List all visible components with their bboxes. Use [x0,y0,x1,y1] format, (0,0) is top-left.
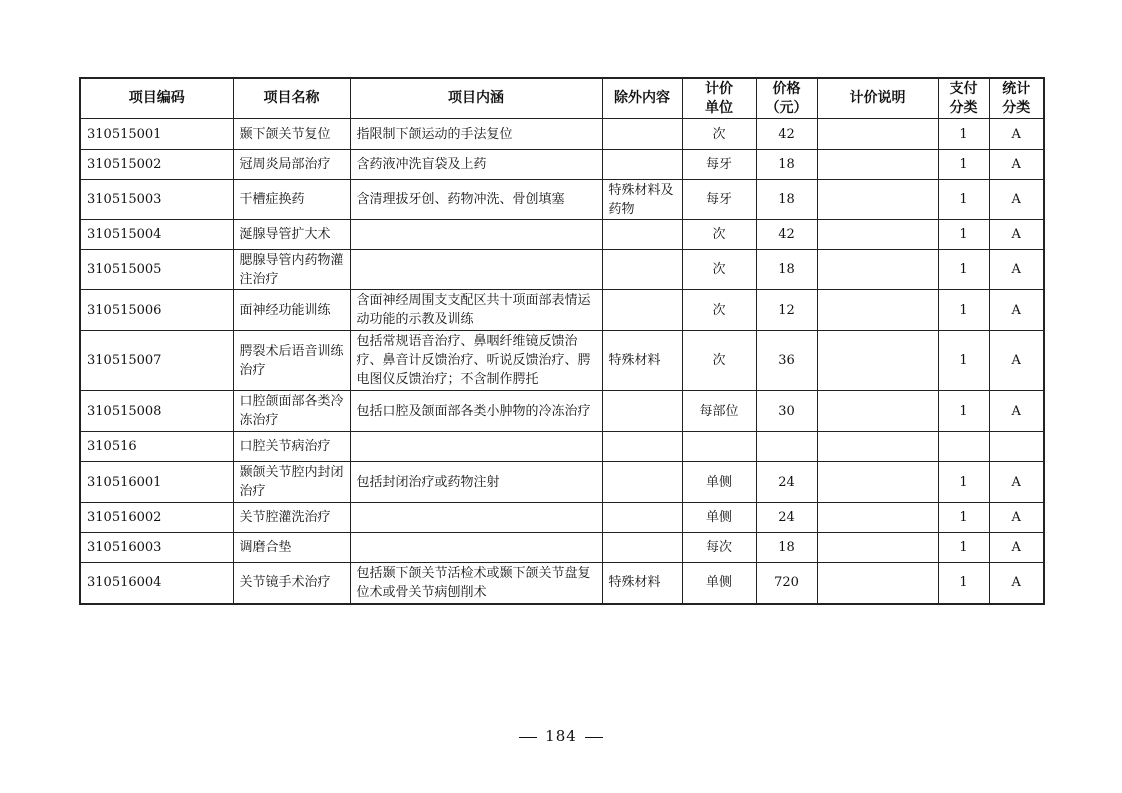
table-row [80,290,1044,331]
header-stat-line2: 分类 [1002,99,1031,116]
cell-excluded: 特殊材料及药物 [602,180,682,220]
cell-code: 310516001 [80,462,233,503]
cell-unit: 次 [682,290,756,331]
cell-unit [682,432,756,462]
table-row [80,220,1044,250]
cell-code: 310516003 [80,533,233,563]
cell-pay: 1 [938,503,989,533]
cell-pay: 1 [938,180,989,220]
cell-excluded [602,290,682,331]
cell-unit: 次 [682,250,756,290]
page-number-value: 184 [545,727,577,745]
header-stat [989,78,1044,119]
header-name: 项目名称 [233,78,350,119]
cell-note [817,119,938,150]
cell-note [817,250,938,290]
table-row [80,250,1044,290]
fee-table [79,77,1045,605]
page-number-dash-right [585,737,603,738]
table-row [80,462,1044,503]
cell-stat: A [989,331,1044,391]
cell-pay: 1 [938,331,989,391]
cell-content: 含药液冲洗盲袋及上药 [350,150,602,180]
cell-unit: 每部位 [682,391,756,432]
cell-excluded [602,503,682,533]
page-number [0,727,1122,745]
cell-name: 关节镜手术治疗 [233,563,350,604]
cell-unit: 每牙 [682,180,756,220]
cell-note [817,331,938,391]
cell-name: 颞下颌关节复位 [233,119,350,150]
table-row [80,331,1044,391]
header-code: 项目编码 [80,78,233,119]
cell-excluded [602,119,682,150]
cell-stat [989,432,1044,462]
cell-price: 24 [756,462,817,503]
cell-price: 24 [756,503,817,533]
cell-excluded [602,150,682,180]
table-row [80,503,1044,533]
cell-price [756,432,817,462]
cell-note [817,180,938,220]
cell-name: 颞颌关节腔内封闭治疗 [233,462,350,503]
header-unit-line2: 单位 [705,99,733,116]
cell-excluded [602,533,682,563]
cell-code: 310515007 [80,331,233,391]
header-price [756,78,817,119]
cell-price: 18 [756,533,817,563]
cell-unit: 每次 [682,533,756,563]
cell-stat: A [989,180,1044,220]
cell-excluded: 特殊材料 [602,563,682,604]
cell-pay: 1 [938,250,989,290]
cell-stat: A [989,503,1044,533]
cell-stat: A [989,533,1044,563]
header-price-line2: （元） [765,99,808,116]
cell-pay: 1 [938,462,989,503]
cell-note [817,391,938,432]
header-row [80,78,1044,119]
cell-name: 涎腺导管扩大术 [233,220,350,250]
cell-code: 310516 [80,432,233,462]
cell-note [817,432,938,462]
cell-pay: 1 [938,119,989,150]
cell-excluded [602,462,682,503]
cell-stat: A [989,462,1044,503]
header-excluded: 除外内容 [602,78,682,119]
cell-pay: 1 [938,150,989,180]
cell-price: 18 [756,150,817,180]
table-row [80,391,1044,432]
cell-excluded [602,250,682,290]
header-pay-line1: 支付 [949,80,978,97]
cell-stat: A [989,391,1044,432]
cell-stat: A [989,290,1044,331]
cell-code: 310515008 [80,391,233,432]
header-pay [938,78,989,119]
cell-price: 36 [756,331,817,391]
cell-code: 310515002 [80,150,233,180]
cell-excluded: 特殊材料 [602,331,682,391]
cell-price: 42 [756,119,817,150]
table-row [80,563,1044,604]
header-pay-line2: 分类 [949,99,978,116]
cell-code: 310515001 [80,119,233,150]
cell-excluded [602,220,682,250]
cell-excluded [602,432,682,462]
header-unit-line1: 计价 [705,80,733,97]
cell-note [817,150,938,180]
cell-content [350,503,602,533]
cell-pay: 1 [938,220,989,250]
cell-note [817,220,938,250]
table-row [80,180,1044,220]
cell-pay [938,432,989,462]
cell-stat: A [989,250,1044,290]
cell-name: 调磨合垫 [233,533,350,563]
cell-note [817,290,938,331]
cell-content: 包括颞下颌关节活检术或颞下颌关节盘复位术或骨关节病刨削术 [350,563,602,604]
cell-content: 指限制下颌运动的手法复位 [350,119,602,150]
cell-pay: 1 [938,563,989,604]
page-number-dash-left [519,737,537,738]
header-price-line1: 价格 [772,80,801,97]
cell-excluded [602,391,682,432]
cell-unit: 次 [682,220,756,250]
cell-pay: 1 [938,290,989,331]
cell-stat: A [989,150,1044,180]
fee-table-body [80,119,1044,604]
cell-name: 关节腔灌洗治疗 [233,503,350,533]
cell-price: 720 [756,563,817,604]
cell-note [817,462,938,503]
cell-price: 18 [756,250,817,290]
cell-name: 口腔关节病治疗 [233,432,350,462]
cell-note [817,503,938,533]
cell-unit: 次 [682,119,756,150]
cell-code: 310515004 [80,220,233,250]
cell-name: 面神经功能训练 [233,290,350,331]
cell-content: 包括口腔及颌面部各类小肿物的冷冻治疗 [350,391,602,432]
header-stat-line1: 统计 [1002,80,1031,97]
header-note: 计价说明 [817,78,938,119]
cell-name: 冠周炎局部治疗 [233,150,350,180]
table-row [80,533,1044,563]
cell-code: 310515006 [80,290,233,331]
cell-content [350,220,602,250]
cell-code: 310516002 [80,503,233,533]
cell-code: 310516004 [80,563,233,604]
cell-stat: A [989,119,1044,150]
cell-note [817,533,938,563]
cell-pay: 1 [938,391,989,432]
header-unit [682,78,756,119]
header-content: 项目内涵 [350,78,602,119]
cell-price: 30 [756,391,817,432]
cell-code: 310515003 [80,180,233,220]
cell-name: 腮腺导管内药物灌注治疗 [233,250,350,290]
cell-pay: 1 [938,533,989,563]
cell-content: 含面神经周围支支配区共十项面部表情运动功能的示教及训练 [350,290,602,331]
cell-price: 12 [756,290,817,331]
cell-content: 含清理拔牙创、药物冲洗、骨创填塞 [350,180,602,220]
cell-note [817,563,938,604]
cell-name: 干槽症换药 [233,180,350,220]
cell-unit: 单侧 [682,503,756,533]
cell-stat: A [989,220,1044,250]
cell-stat: A [989,563,1044,604]
cell-price: 42 [756,220,817,250]
cell-content: 包括常规语音治疗、鼻咽纤维镜反馈治疗、鼻音计反馈治疗、听说反馈治疗、腭电图仪反馈治疗；不含制作腭托 [350,331,602,391]
table-row [80,432,1044,462]
table-row [80,119,1044,150]
cell-name: 口腔颌面部各类冷冻治疗 [233,391,350,432]
table-row [80,150,1044,180]
cell-unit: 单侧 [682,563,756,604]
cell-code: 310515005 [80,250,233,290]
cell-unit: 每牙 [682,150,756,180]
cell-content [350,250,602,290]
cell-content [350,432,602,462]
cell-name: 腭裂术后语音训练治疗 [233,331,350,391]
cell-content [350,533,602,563]
cell-unit: 单侧 [682,462,756,503]
cell-content: 包括封闭治疗或药物注射 [350,462,602,503]
cell-unit: 次 [682,331,756,391]
cell-price: 18 [756,180,817,220]
